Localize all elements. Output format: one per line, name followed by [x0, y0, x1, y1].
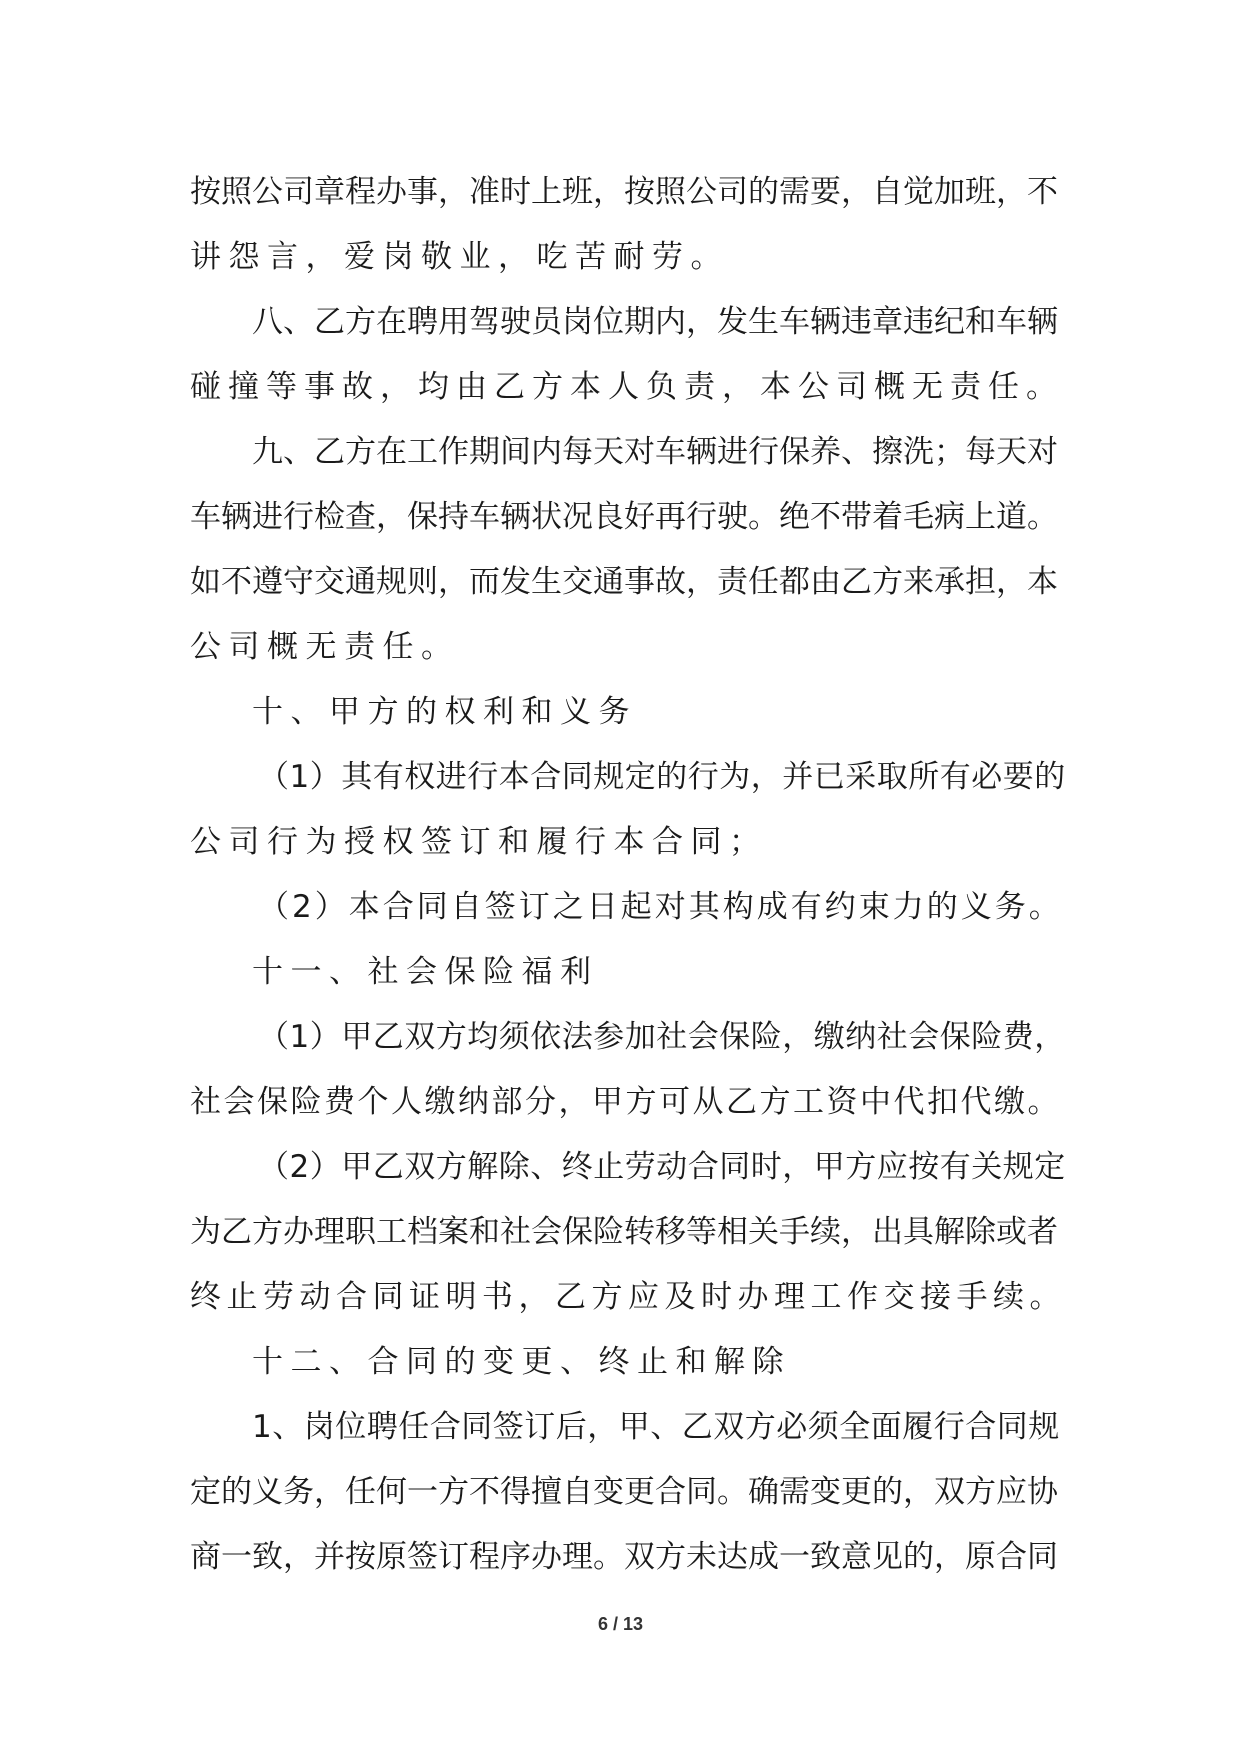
document-body — [190, 160, 1070, 1590]
text-line: 社会保险费个人缴纳部分，甲方可从乙方工资中代扣代缴。 — [190, 1084, 1061, 1120]
text-line: 定的义务，任何一方不得擅自变更合同。确需变更的，双方应协 — [190, 1474, 1058, 1510]
clause-line: （1）甲乙双方均须依法参加社会保险，缴纳社会保险费， — [258, 1019, 1066, 1055]
section-heading-10: 十、甲方的权利和义务 — [252, 694, 637, 730]
section-heading-11: 十一、社会保险福利 — [252, 954, 599, 990]
text-line: 讲怨言，爱岗敬业，吃苦耐劳。 — [190, 239, 729, 275]
text-line: 车辆进行检查，保持车辆状况良好再行驶。绝不带着毛病上道。 — [190, 499, 1058, 535]
text-line: 公司概无责任。 — [190, 629, 460, 665]
paragraph-8-line: 八、乙方在聘用驾驶员岗位期内，发生车辆违章违纪和车辆 — [252, 304, 1058, 340]
clause-line: （1）其有权进行本合同规定的行为，并已采取所有必要的 — [258, 759, 1066, 795]
page-number: 6 / 13 — [597, 1614, 644, 1634]
clause-line: 1、岗位聘任合同签订后，甲、乙双方必须全面履行合同规 — [252, 1409, 1060, 1445]
text-line: 按照公司章程办事，准时上班，按照公司的需要，自觉加班，不 — [190, 174, 1058, 210]
paragraph-9-line: 九、乙方在工作期间内每天对车辆进行保养、擦洗；每天对 — [252, 434, 1058, 470]
text-line: 如不遵守交通规则，而发生交通事故，责任都由乙方来承担，本 — [190, 564, 1058, 600]
section-heading-12: 十二、合同的变更、终止和解除 — [252, 1344, 791, 1380]
text-line: 碰撞等事故，均由乙方本人负责，本公司概无责任。 — [190, 369, 1064, 405]
text-line: 终止劳动合同证明书，乙方应及时办理工作交接手续。 — [190, 1279, 1066, 1315]
text-line: 公司行为授权签订和履行本合同； — [190, 824, 768, 860]
text-line: 商一致，并按原签订程序办理。双方未达成一致意见的，原合同 — [190, 1539, 1058, 1575]
clause-line: （2）甲乙双方解除、终止劳动合同时，甲方应按有关规定 — [258, 1149, 1066, 1185]
text-line: 为乙方办理职工档案和社会保险转移等相关手续，出具解除或者 — [190, 1214, 1058, 1250]
clause-line: （2）本合同自签订之日起对其构成有约束力的义务。 — [258, 889, 1063, 925]
